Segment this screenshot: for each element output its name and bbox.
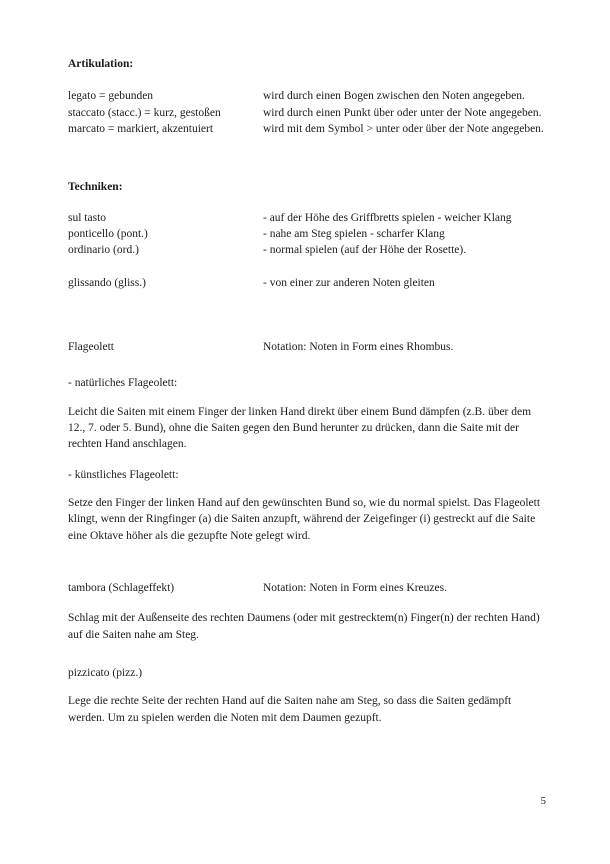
flageolett-row [68,339,548,355]
notation-note: Notation: Noten in Form eines Kreuzes. [263,581,447,594]
term: ordinario (ord.) [68,244,139,257]
techniques-heading: Techniken: [68,181,123,194]
artificial-flageolett-text: Setze den Finger der linken Hand auf den gewünschten Bund so, wie du normal spielst. Das Flageolett klingt, wenn der Ringfinger (a) die Saiten anzupft, während der Zeigefinger (i) gestreckt auf die Saite eine Oktave höher als die gezupfte Note gelegt wird. [68,496,541,542]
articulation-rows [68,88,548,137]
technique-row [68,210,548,226]
term: legato = gebunden [68,90,154,103]
term: staccato (stacc.) = kurz, gestoßen [68,106,221,119]
description: wird durch einen Punkt über oder unter der Note angegeben. [263,106,542,119]
tambora-row [68,580,548,596]
description: - auf der Höhe des Griffbretts spielen - weicher Klang [263,211,512,224]
technique-row [68,242,548,258]
page-number: 5 [540,795,546,808]
natural-flageolett-label: - natürliches Flageolett: [68,377,178,390]
artificial-flageolett-label: - künstliches Flageolett: [68,468,179,481]
articulation-row [68,121,548,137]
term: marcato = markiert, akzentuiert [68,122,214,135]
technique-row [68,226,548,242]
articulation-row [68,88,548,104]
term: Flageolett [68,340,114,353]
term: sul tasto [68,211,107,224]
pizzicato-label: pizzicato (pizz.) [68,666,143,679]
term: tambora (Schlageffekt) [68,581,175,594]
pizzicato-text: Lege die rechte Seite der rechten Hand auf die Saiten nahe am Steg, so dass die Saiten gedämpft werden. Um zu spielen werden die Noten mit dem Daumen gezupft. [68,695,512,724]
articulation-heading: Artikulation: [68,58,134,70]
natural-flageolett-text: Leicht die Saiten mit einem Finger der linken Hand direkt über einem Bund dämpfen (z.B. über dem 12., 7. oder 5. Bund), ohne die Saiten gegen den Bund herunter zu drücken, dann die Saite mit der rechten Hand anschlagen. [68,405,532,451]
description: wird mit dem Symbol > unter oder über der Note angegeben. [263,122,544,135]
description: - nahe am Steg spielen - scharfer Klang [263,227,445,240]
description: - normal spielen (auf der Höhe der Rosette). [263,244,467,257]
articulation-row [68,105,548,121]
term: glissando (gliss.) [68,276,146,289]
tambora-text: Schlag mit der Außenseite des rechten Daumens (oder mit gestrecktem(n) Finger(n) der rechten Hand) auf die Saiten nahe am Steg. [68,612,540,641]
description: wird durch einen Bogen zwischen den Noten angegeben. [263,90,525,103]
term: ponticello (pont.) [68,227,148,240]
description: - von einer zur anderen Noten gleiten [263,276,435,289]
notation-note: Notation: Noten in Form eines Rhombus. [263,340,454,353]
techniques-rows [68,210,548,259]
glissando-row [68,275,548,291]
